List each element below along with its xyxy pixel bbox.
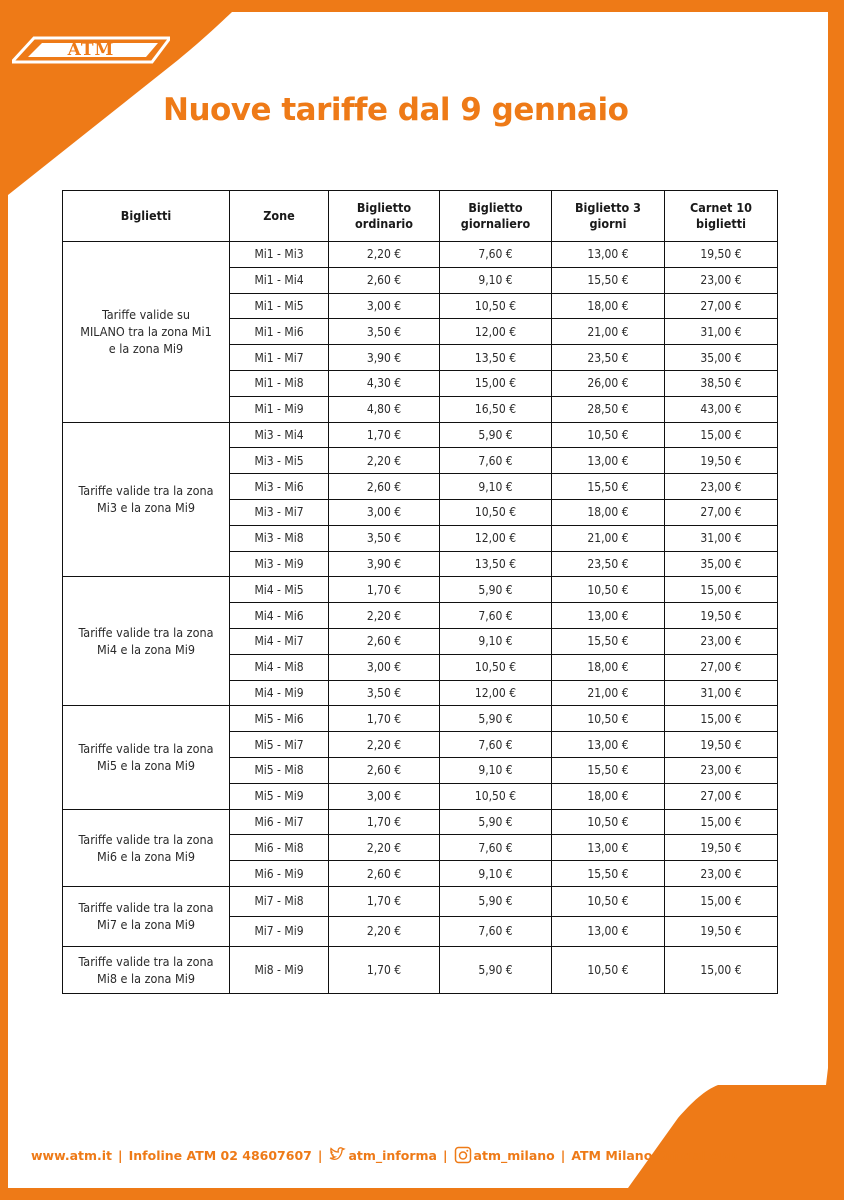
tre-giorni-price: 13,00 € [552, 603, 665, 629]
group-label-line: Tariffe valide tra la zona [78, 900, 214, 916]
tre-giorni-price: 15,50 € [552, 757, 665, 783]
giornaliero-price: 9,10 € [440, 267, 552, 293]
group-label-cell [63, 706, 230, 809]
tre-giorni-price: 26,00 € [552, 370, 665, 396]
group-label-cell [63, 577, 230, 706]
zone-cell: Mi4 - Mi9 [230, 680, 329, 706]
zone-cell: Mi3 - Mi4 [230, 422, 329, 448]
tre-giorni-price: 15,50 € [552, 628, 665, 654]
tre-giorni-price: 10,50 € [552, 809, 665, 835]
carnet-price: 31,00 € [665, 319, 778, 345]
giornaliero-price: 12,00 € [440, 525, 552, 551]
zone-cell: Mi3 - Mi9 [230, 551, 329, 577]
giornaliero-price: 5,90 € [440, 809, 552, 835]
header-biglietto-giornaliero: Biglietto giornaliero [440, 191, 552, 242]
carnet-price: 27,00 € [665, 293, 778, 319]
ordinario-price: 3,90 € [329, 551, 440, 577]
carnet-price: 19,50 € [665, 835, 778, 861]
footer-twitter-handle[interactable]: atm_informa [348, 1147, 437, 1163]
ordinario-price: 2,20 € [329, 448, 440, 474]
giornaliero-price: 10,50 € [440, 654, 552, 680]
zone-cell: Mi4 - Mi8 [230, 654, 329, 680]
tre-giorni-price: 18,00 € [552, 499, 665, 525]
ordinario-price: 3,00 € [329, 783, 440, 809]
group-label-line: Mi3 e la zona Mi9 [97, 500, 195, 516]
tre-giorni-price: 10,50 € [552, 946, 665, 993]
carnet-price: 19,50 € [665, 603, 778, 629]
fares-table [62, 190, 778, 994]
ordinario-price: 2,60 € [329, 474, 440, 500]
ordinario-price: 1,70 € [329, 886, 440, 916]
tre-giorni-price: 18,00 € [552, 783, 665, 809]
footer-website[interactable]: www.atm.it [31, 1147, 113, 1163]
carnet-price: 23,00 € [665, 861, 778, 887]
ordinario-price: 1,70 € [329, 577, 440, 603]
tre-giorni-price: 13,00 € [552, 835, 665, 861]
giornaliero-price: 15,00 € [440, 370, 552, 396]
footer-infoline: Infoline ATM 02 48607607 [128, 1147, 312, 1163]
footer-separator: | [442, 1147, 448, 1163]
atm-logo-text: ATM [67, 40, 115, 60]
giornaliero-price: 9,10 € [440, 757, 552, 783]
carnet-price: 15,00 € [665, 706, 778, 732]
footer-instagram-handle[interactable]: atm_milano [473, 1147, 555, 1163]
table-header-row [63, 191, 778, 242]
zone-cell: Mi6 - Mi9 [230, 861, 329, 887]
tre-giorni-price: 15,50 € [552, 474, 665, 500]
giornaliero-price: 12,00 € [440, 680, 552, 706]
tre-giorni-price: 10,50 € [552, 886, 665, 916]
zone-cell: Mi7 - Mi9 [230, 916, 329, 946]
tre-giorni-price: 18,00 € [552, 293, 665, 319]
ordinario-price: 1,70 € [329, 946, 440, 993]
tre-giorni-price: 10,50 € [552, 706, 665, 732]
header-biglietti: Biglietti [63, 191, 230, 242]
carnet-price: 15,00 € [665, 809, 778, 835]
group-label-line: Mi4 e la zona Mi9 [97, 642, 195, 658]
footer [31, 1146, 738, 1164]
giornaliero-price: 7,60 € [440, 732, 552, 758]
ordinario-price: 2,20 € [329, 242, 440, 268]
zone-cell: Mi6 - Mi7 [230, 809, 329, 835]
carnet-price: 38,50 € [665, 370, 778, 396]
ordinario-price: 3,90 € [329, 345, 440, 371]
giornaliero-price: 7,60 € [440, 916, 552, 946]
carnet-price: 35,00 € [665, 551, 778, 577]
carnet-price: 31,00 € [665, 680, 778, 706]
giornaliero-price: 7,60 € [440, 448, 552, 474]
group-label-cell [63, 809, 230, 886]
zone-cell: Mi1 - Mi3 [230, 242, 329, 268]
ordinario-price: 2,20 € [329, 916, 440, 946]
zone-cell: Mi1 - Mi9 [230, 396, 329, 422]
zone-cell: Mi5 - Mi7 [230, 732, 329, 758]
table-row [63, 946, 778, 993]
ordinario-price: 2,60 € [329, 861, 440, 887]
zone-cell: Mi8 - Mi9 [230, 946, 329, 993]
zone-cell: Mi5 - Mi8 [230, 757, 329, 783]
table-row [63, 706, 778, 732]
tre-giorni-price: 18,00 € [552, 654, 665, 680]
ordinario-price: 2,20 € [329, 603, 440, 629]
ordinario-price: 3,50 € [329, 525, 440, 551]
tre-giorni-price: 13,00 € [552, 916, 665, 946]
zone-cell: Mi6 - Mi8 [230, 835, 329, 861]
zone-cell: Mi3 - Mi6 [230, 474, 329, 500]
twitter-bird-icon [328, 1146, 346, 1164]
page-title: Nuove tariffe dal 9 gennaio [163, 92, 629, 128]
group-label-line: Tariffe valide tra la zona [78, 953, 214, 969]
giornaliero-price: 5,90 € [440, 577, 552, 603]
carnet-price: 27,00 € [665, 499, 778, 525]
ordinario-price: 1,70 € [329, 422, 440, 448]
giornaliero-price: 5,90 € [440, 946, 552, 993]
carnet-price: 27,00 € [665, 654, 778, 680]
footer-app[interactable]: ATM Milano Official App [571, 1147, 738, 1163]
ordinario-price: 4,80 € [329, 396, 440, 422]
zone-cell: Mi3 - Mi5 [230, 448, 329, 474]
zone-cell: Mi5 - Mi6 [230, 706, 329, 732]
carnet-price: 15,00 € [665, 946, 778, 993]
tre-giorni-price: 15,50 € [552, 267, 665, 293]
ordinario-price: 3,50 € [329, 319, 440, 345]
fares-table-body [63, 242, 778, 994]
zone-cell: Mi3 - Mi7 [230, 499, 329, 525]
group-label-line: Tariffe valide tra la zona [78, 741, 214, 757]
carnet-price: 19,50 € [665, 242, 778, 268]
zone-cell: Mi1 - Mi8 [230, 370, 329, 396]
footer-separator: | [317, 1147, 323, 1163]
ordinario-price: 3,00 € [329, 654, 440, 680]
ordinario-price: 3,00 € [329, 293, 440, 319]
group-label-cell [63, 242, 230, 423]
ordinario-price: 3,00 € [329, 499, 440, 525]
tre-giorni-price: 10,50 € [552, 577, 665, 603]
zone-cell: Mi5 - Mi9 [230, 783, 329, 809]
carnet-price: 19,50 € [665, 916, 778, 946]
group-label-line: e la zona Mi9 [108, 341, 184, 357]
tre-giorni-price: 28,50 € [552, 396, 665, 422]
zone-cell: Mi1 - Mi7 [230, 345, 329, 371]
group-label-line: Mi7 e la zona Mi9 [97, 917, 195, 933]
tre-giorni-price: 21,00 € [552, 319, 665, 345]
zone-cell: Mi4 - Mi5 [230, 577, 329, 603]
giornaliero-price: 13,50 € [440, 551, 552, 577]
group-label-line: Tariffe valide su [101, 307, 191, 323]
table-row [63, 422, 778, 448]
tre-giorni-price: 13,00 € [552, 448, 665, 474]
group-label-line: MILANO tra la zona Mi1 [80, 324, 212, 340]
tre-giorni-price: 10,50 € [552, 422, 665, 448]
zone-cell: Mi4 - Mi6 [230, 603, 329, 629]
ordinario-price: 2,60 € [329, 628, 440, 654]
carnet-price: 27,00 € [665, 783, 778, 809]
carnet-price: 23,00 € [665, 628, 778, 654]
giornaliero-price: 5,90 € [440, 886, 552, 916]
ordinario-price: 3,50 € [329, 680, 440, 706]
giornaliero-price: 9,10 € [440, 628, 552, 654]
carnet-price: 15,00 € [665, 886, 778, 916]
carnet-price: 19,50 € [665, 732, 778, 758]
carnet-price: 35,00 € [665, 345, 778, 371]
group-label-line: Mi6 e la zona Mi9 [97, 848, 195, 864]
tre-giorni-price: 23,50 € [552, 345, 665, 371]
giornaliero-price: 13,50 € [440, 345, 552, 371]
carnet-price: 23,00 € [665, 474, 778, 500]
tre-giorni-price: 13,00 € [552, 732, 665, 758]
group-label-line: Tariffe valide tra la zona [78, 831, 214, 847]
group-label-cell [63, 886, 230, 946]
table-row [63, 577, 778, 603]
table-row [63, 886, 778, 916]
zone-cell: Mi4 - Mi7 [230, 628, 329, 654]
header-biglietto-ordinario: Biglietto ordinario [329, 191, 440, 242]
carnet-price: 15,00 € [665, 577, 778, 603]
ordinario-price: 1,70 € [329, 706, 440, 732]
tre-giorni-price: 21,00 € [552, 525, 665, 551]
zone-cell: Mi3 - Mi8 [230, 525, 329, 551]
group-label-line: Mi8 e la zona Mi9 [97, 970, 195, 986]
header-biglietto-3-giorni: Biglietto 3 giorni [552, 191, 665, 242]
tre-giorni-price: 23,50 € [552, 551, 665, 577]
carnet-price: 43,00 € [665, 396, 778, 422]
instagram-icon [454, 1146, 472, 1164]
carnet-price: 31,00 € [665, 525, 778, 551]
giornaliero-price: 7,60 € [440, 603, 552, 629]
zone-cell: Mi1 - Mi4 [230, 267, 329, 293]
footer-separator: | [118, 1147, 123, 1163]
giornaliero-price: 9,10 € [440, 861, 552, 887]
giornaliero-price: 10,50 € [440, 499, 552, 525]
ordinario-price: 4,30 € [329, 370, 440, 396]
footer-separator: | [560, 1147, 566, 1163]
header-carnet-10-biglietti: Carnet 10 biglietti [665, 191, 778, 242]
ordinario-price: 2,20 € [329, 835, 440, 861]
group-label-cell [63, 946, 230, 993]
giornaliero-price: 7,60 € [440, 835, 552, 861]
giornaliero-price: 10,50 € [440, 783, 552, 809]
tre-giorni-price: 21,00 € [552, 680, 665, 706]
giornaliero-price: 5,90 € [440, 706, 552, 732]
header-zone: Zone [230, 191, 329, 242]
carnet-price: 15,00 € [665, 422, 778, 448]
giornaliero-price: 5,90 € [440, 422, 552, 448]
table-row [63, 242, 778, 268]
giornaliero-price: 12,00 € [440, 319, 552, 345]
giornaliero-price: 9,10 € [440, 474, 552, 500]
ordinario-price: 2,60 € [329, 267, 440, 293]
tre-giorni-price: 15,50 € [552, 861, 665, 887]
giornaliero-price: 10,50 € [440, 293, 552, 319]
zone-cell: Mi1 - Mi5 [230, 293, 329, 319]
table-row [63, 809, 778, 835]
group-label-line: Mi5 e la zona Mi9 [97, 758, 195, 774]
ordinario-price: 1,70 € [329, 809, 440, 835]
zone-cell: Mi1 - Mi6 [230, 319, 329, 345]
giornaliero-price: 7,60 € [440, 242, 552, 268]
giornaliero-price: 16,50 € [440, 396, 552, 422]
carnet-price: 23,00 € [665, 757, 778, 783]
group-label-cell [63, 422, 230, 577]
ordinario-price: 2,60 € [329, 757, 440, 783]
tre-giorni-price: 13,00 € [552, 242, 665, 268]
group-label-line: Tariffe valide tra la zona [78, 625, 214, 641]
carnet-price: 19,50 € [665, 448, 778, 474]
zone-cell: Mi7 - Mi8 [230, 886, 329, 916]
group-label-line: Tariffe valide tra la zona [78, 483, 214, 499]
ordinario-price: 2,20 € [329, 732, 440, 758]
carnet-price: 23,00 € [665, 267, 778, 293]
